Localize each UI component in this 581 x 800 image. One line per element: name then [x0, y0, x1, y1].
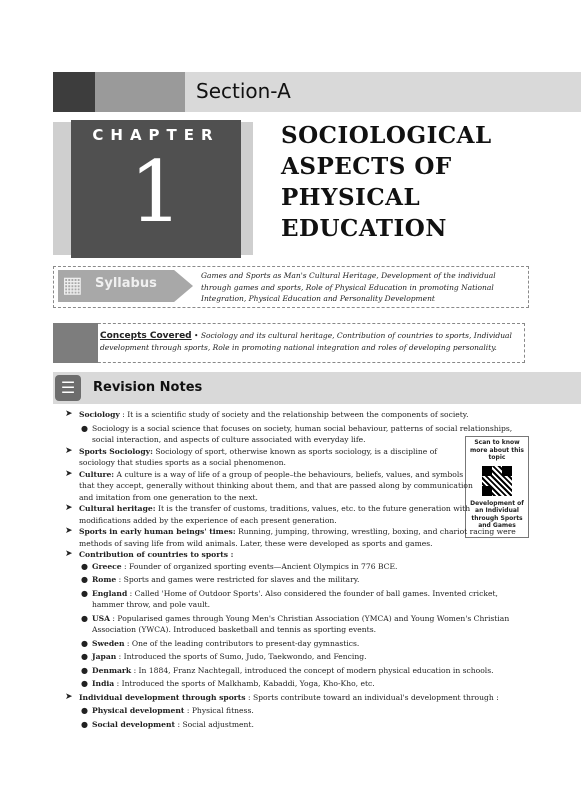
chapter-title: [281, 120, 571, 244]
revision-notes: [65, 409, 530, 730]
syllabus-label: Syllabus: [95, 276, 157, 291]
concepts-label: Concepts Covered: [100, 331, 192, 341]
note-item: ➤ Sports Sociology: Sociology of sport, otherwise known as sports sociology, is a discipline of sociology that studies sports as a social phenomenon.: [65, 445, 438, 467]
note-item: ➤ Contribution of countries to sports :: [65, 549, 234, 559]
chapter-title-line: SOCIOLOGICAL: [281, 122, 492, 149]
note-item: ● Sweden : One of the leading contributors to present-day gymnastics.: [81, 638, 360, 648]
section-title: Section-A: [196, 79, 291, 103]
note-item: ● Social development : Social adjustment.: [81, 719, 254, 729]
note-item: ● Rome : Sports and games were restricted for slaves and the military.: [81, 575, 360, 584]
chapter-word: CHAPTER: [92, 126, 220, 144]
note-item: ➤ Individual development through sports : Sports contribute toward an individual's development through :: [65, 691, 499, 702]
note-item: ● England : Called 'Home of Outdoor Sports'. Also considered the founder of ball games. Invented cricket, hammer throw, and pole vault.: [81, 588, 498, 609]
note-item: ● India : Introduced the sports of Malkhamb, Kabaddi, Yoga, Kho-Kho, etc.: [81, 679, 375, 688]
notes-icon: ☰: [55, 375, 81, 401]
note-item: ➤ Cultural heritage: It is the transfer of customs, traditions, values, etc. to the future generation with modifications added by the experience of each present generation.: [65, 503, 471, 525]
note-item: ● Greece : Founder of organized sporting events—Ancient Olympics in 776 BCE.: [81, 561, 398, 571]
note-item: ● Denmark : In 1884, Franz Nachtegall, introduced the concept of modern physical education in schools.: [81, 665, 494, 675]
note-item: ● Sociology is a social science that focuses on society, human social behaviour, patterns of social relationships, social interaction, and aspects of culture associated with everyday life.: [81, 423, 513, 444]
note-item: ➤ Sports in early human beings' times: Running, jumping, throwing, wrestling, boxing, and chariot racing were methods of saving life from wild animals. Later, these were developed as sports and games.: [65, 526, 516, 548]
chapter-title-line: EDUCATION: [281, 215, 447, 242]
chapter-title-line: ASPECTS OF: [281, 153, 452, 180]
note-item: ● Physical development : Physical fitness.: [81, 706, 254, 715]
concepts-side-block: [53, 323, 98, 363]
chapter-number: 1: [129, 143, 183, 241]
section-header-mid-block: [95, 72, 185, 112]
note-item: ● USA : Popularised games through Young Men's Christian Association (YMCA) and Young Women's Christian Association (YWCA). Introduced basketball and tennis as sporting events.: [81, 613, 510, 634]
revision-title: Revision Notes: [93, 380, 203, 395]
note-item: ➤ Culture: A culture is a way of life of a group of people–the behaviours, beliefs, values, and symbols that they accept, generally without thinking about them, and that are passed along by communication and imitation from one generation to the next.: [65, 468, 473, 502]
qr-caption-top: Scan to know more about this topic: [470, 439, 524, 461]
books-icon: ▦: [62, 273, 83, 298]
concepts-text: • Sociology and its cultural heritage, Contribution of countries to sports, Individual development through sports, Role in promoting national integration and roles of developing personality.: [100, 331, 512, 352]
chapter-box: [71, 120, 241, 258]
concepts-text-block: [100, 330, 520, 353]
chapter-title-line: PHYSICAL: [281, 184, 421, 211]
syllabus-text: Games and Sports as Man's Cultural Heritage, Development of the individual through games and sports, Role of Physical Education in promoting National Integration, Physical Education and Personality Development: [201, 271, 496, 303]
note-item: ➤ Sociology : It is a scientific study of society and the relationship between the components of society.: [65, 409, 469, 419]
section-header-dark-block: [53, 72, 95, 112]
note-item: ● Japan : Introduced the sports of Sumo, Judo, Taekwondo, and Fencing.: [81, 652, 367, 661]
qr-caption-bottom: Development of an Individual through Sports and Games: [470, 499, 524, 529]
